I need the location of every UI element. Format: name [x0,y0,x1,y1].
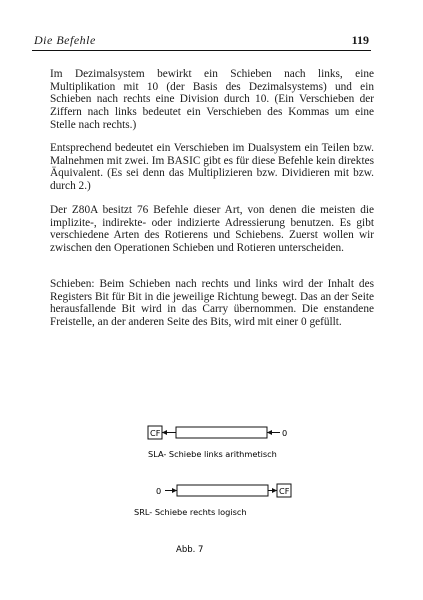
srl-caption: SRL- Schiebe rechts logisch [134,507,247,517]
figure-label: Abb. 7 [176,545,204,555]
sla-register-box [176,427,267,438]
srl-diagram [134,484,291,517]
sla-diagram [148,426,287,459]
srl-arrowhead-register [172,488,177,493]
paragraph-decimal-shift: Im Dezimalsystem bewirkt ein Schieben nach links, eine Multiplikation mit 10 (der Basis des Dezimalsystems) und ein Schieben nach rechts eine Division durch 10. (Ein Verschieben der Ziffern nach links bedeutet ein Verschieben des Kommas um eine Stelle nach rechts.) [50,68,374,131]
srl-fill-zero: 0 [156,486,162,496]
srl-carry-label: CF [279,486,290,496]
paragraph-z80a-instructions: Der Z80A besitzt 76 Befehle dieser Art, von denen die meisten die implizite-, indirekte- oder indizierte Adressierung benutzen. Es gibt verschiedene Arten des Rotierens und Schiebens. Zuerst wollen wir zwischen den Operationen Schieben und Rotieren unterscheiden. [50,204,374,255]
sla-carry-label: CF [150,428,161,438]
paragraph-schieben-definition: Schieben: Beim Schieben nach rechts und links wird der Inhalt des Registers Bit für Bit in die jeweilige Richtung bewegt. Das an der Seite herausfallende Bit wird in das Carry übernommen. Die enstandene Freistelle, an der anderen Seite des Bits, wird mit einer 0 gefüllt. [50,278,374,329]
sla-fill-zero: 0 [282,428,288,438]
sla-arrowhead-carry [162,430,167,435]
page-number: 119 [351,33,369,47]
paragraph-binary-shift: Entsprechend bedeutet ein Verschieben im Dualsystem ein Teilen bzw. Malnehmen mit zwei. Im BASIC gibt es für diese Befehle kein direktes Äquivalent. (Es sei denn das Multiplizieren bzw. Dividieren mit bzw. durch 2.) [50,142,374,193]
sla-arrowhead-register [267,430,272,435]
sla-caption: SLA- Schiebe links arithmetisch [148,449,277,459]
srl-register-box [177,485,268,496]
srl-arrowhead-carry [272,488,277,493]
chapter-title: Die Befehle [34,33,96,47]
